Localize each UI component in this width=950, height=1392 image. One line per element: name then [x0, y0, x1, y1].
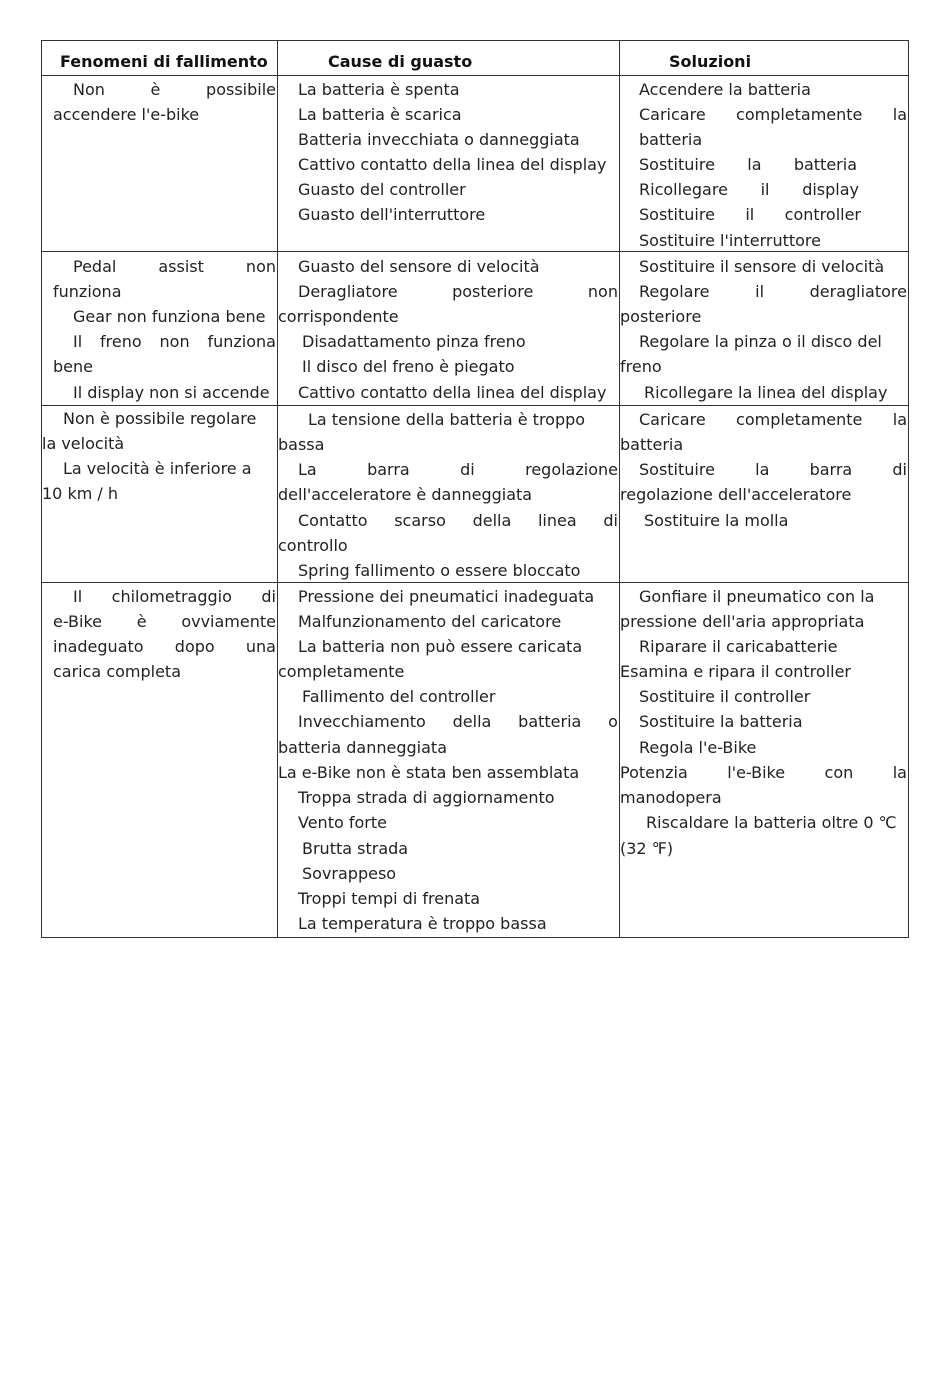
cause-line: Guasto del sensore di velocità	[298, 257, 540, 276]
solution-line: Riparare il caricabatterie	[639, 637, 838, 656]
cause-line: corrispondente	[278, 307, 399, 326]
cause-line: completamente	[278, 662, 405, 681]
cause-line: Troppa strada di aggiornamento	[298, 788, 555, 807]
table-border-bottom	[41, 937, 909, 938]
symptom-line: Pedal assist non	[73, 257, 276, 276]
solution-line: Regolare il deragliatore	[639, 282, 907, 301]
row-divider	[41, 251, 909, 252]
cause-line: Malfunzionamento del caricatore	[298, 612, 562, 631]
cause-line: Pressione dei pneumatici inadeguata	[298, 587, 595, 606]
cause-line: dell'acceleratore è danneggiata	[278, 485, 533, 504]
solution-line: Esamina e ripara il controller	[620, 662, 851, 681]
symptom-line: la velocità	[42, 434, 125, 453]
solution-line: Sostituire il controller	[639, 205, 861, 224]
symptom-line: e-Bike è ovviamente	[53, 612, 276, 631]
symptom-line: Il chilometraggio di	[73, 587, 276, 606]
solution-line: Gonfiare il pneumatico con la	[639, 587, 875, 606]
table-border-right	[908, 40, 909, 938]
solution-line: Sostituire la molla	[644, 511, 789, 530]
symptom-line: inadeguato dopo una	[53, 637, 276, 656]
symptom-line: Non è possibile regolare	[63, 409, 257, 428]
header-solutions: Soluzioni	[669, 52, 752, 71]
cause-line: Troppi tempi di frenata	[298, 889, 481, 908]
solution-line: batteria	[620, 435, 684, 454]
troubleshooting-table	[41, 40, 909, 938]
cause-line: Sovrappeso	[302, 864, 397, 883]
solution-line: Sostituire il controller	[639, 687, 811, 706]
cause-line: batteria danneggiata	[278, 738, 447, 757]
solution-line: Accendere la batteria	[639, 80, 811, 99]
symptom-line: carica completa	[53, 662, 182, 681]
cause-line: La batteria non può essere caricata	[298, 637, 583, 656]
cause-line: Deragliatore posteriore non	[298, 282, 618, 301]
cause-line: La e-Bike non è stata ben assemblata	[278, 763, 580, 782]
solution-line: Regolare la pinza o il disco del	[639, 332, 882, 351]
solution-line: Regola l'e-Bike	[639, 738, 757, 757]
solution-line: batteria	[639, 130, 703, 149]
solution-line: Sostituire l'interruttore	[639, 231, 821, 250]
solution-line: regolazione dell'acceleratore	[620, 485, 852, 504]
solution-line: Sostituire il sensore di velocità	[639, 257, 885, 276]
symptom-line: Il freno non funziona	[73, 332, 276, 351]
solution-line: posteriore	[620, 307, 702, 326]
header-causes: Cause di guasto	[328, 52, 473, 71]
row-divider	[41, 405, 909, 406]
cause-line: Guasto del controller	[298, 180, 466, 199]
cause-line: Batteria invecchiata o danneggiata	[298, 130, 580, 149]
cause-line: La barra di regolazione	[298, 460, 618, 479]
cause-line: controllo	[278, 536, 348, 555]
solution-line: Ricollegare il display	[639, 180, 859, 199]
solution-line: Caricare completamente la	[639, 105, 907, 124]
solution-line: Sostituire la batteria	[639, 712, 803, 731]
solution-line: freno	[620, 357, 662, 376]
solution-line: Sostituire la batteria	[639, 155, 857, 174]
symptom-line: Il display non si accende	[73, 383, 270, 402]
solution-line: Potenzia l'e-Bike con la	[620, 763, 907, 782]
cause-line: La batteria è spenta	[298, 80, 460, 99]
symptom-line: bene	[53, 357, 93, 376]
solution-line: manodopera	[620, 788, 722, 807]
cause-line: bassa	[278, 435, 325, 454]
symptom-line: Non è possibile	[73, 80, 276, 99]
cause-line: Spring fallimento o essere bloccato	[298, 561, 581, 580]
symptom-line: funziona	[53, 282, 122, 301]
cause-line: Il disco del freno è piegato	[302, 357, 515, 376]
solution-line: pressione dell'aria appropriata	[620, 612, 865, 631]
header-divider	[41, 75, 909, 76]
symptom-line: La velocità è inferiore a	[63, 459, 252, 478]
solution-line: Sostituire la barra di	[639, 460, 907, 479]
solution-line: Riscaldare la batteria oltre 0 ℃	[646, 813, 897, 832]
cause-line: Vento forte	[298, 813, 387, 832]
solution-line: Ricollegare la linea del display	[644, 383, 888, 402]
cause-line: Cattivo contatto della linea del display	[298, 155, 607, 174]
cause-line: Brutta strada	[302, 839, 409, 858]
cause-line: Disadattamento pinza freno	[302, 332, 526, 351]
symptom-line: Gear non funziona bene	[73, 307, 266, 326]
symptom-line: accendere l'e-bike	[53, 105, 200, 124]
header-symptoms: Fenomeni di fallimento	[60, 52, 268, 71]
cause-line: Invecchiamento della batteria o	[298, 712, 618, 731]
cause-line: Cattivo contatto della linea del display	[298, 383, 607, 402]
cause-line: Fallimento del controller	[302, 687, 496, 706]
cause-line: Contatto scarso della linea di	[298, 511, 618, 530]
cause-line: La tensione della batteria è troppo	[308, 410, 586, 429]
cause-line: La temperatura è troppo bassa	[298, 914, 547, 933]
cause-line: La batteria è scarica	[298, 105, 462, 124]
table-border-top	[41, 40, 909, 41]
row-divider	[41, 582, 909, 583]
solution-line: (32 ℉)	[620, 839, 674, 858]
symptom-line: 10 km / h	[42, 484, 118, 503]
cause-line: Guasto dell'interruttore	[298, 205, 486, 224]
solution-line: Caricare completamente la	[639, 410, 907, 429]
